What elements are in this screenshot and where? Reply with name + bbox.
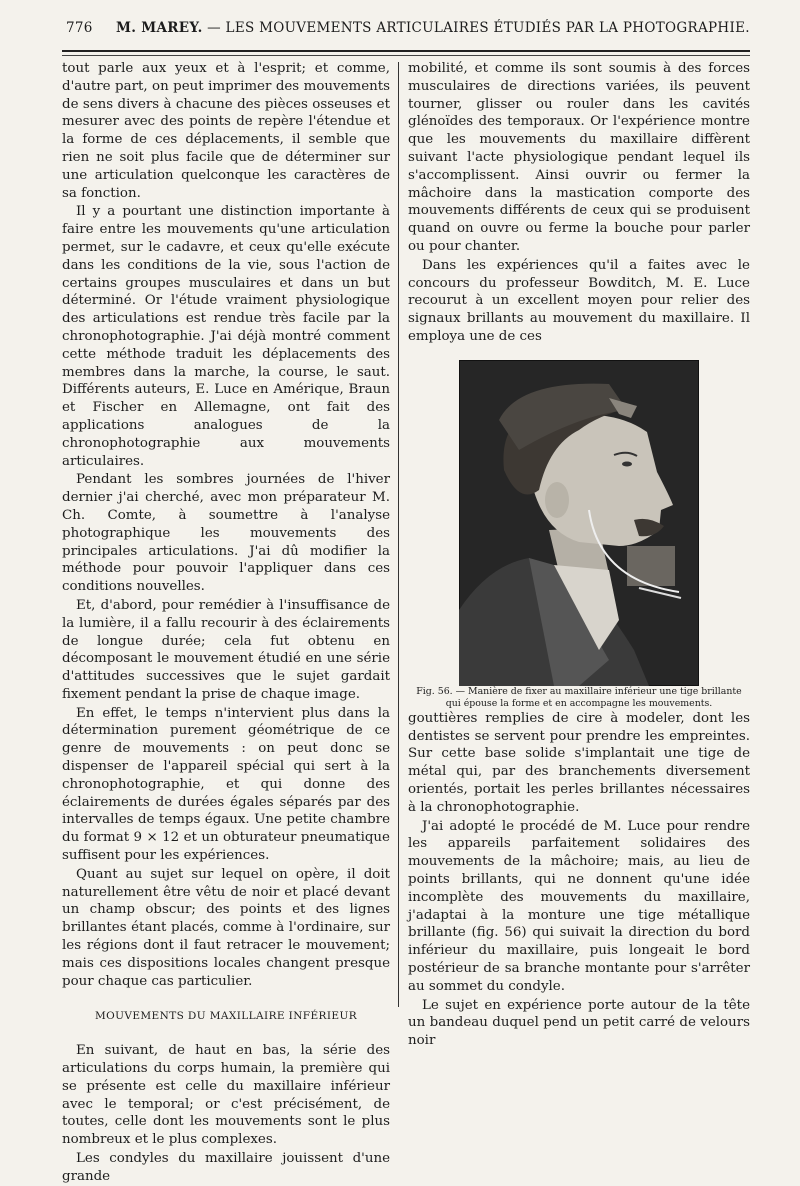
author-name: M. MAREY. [116, 20, 203, 36]
running-header [60, 20, 750, 46]
paragraph: gouttières remplies de cire à modeler, dont les dentistes se servent pour prendre les empreintes. Sur cette base solide s'implantait une tige de métal qui, par des branchements diversement orientés, portait les perles brillantes nécessaires à la chronophotographie. [408, 710, 750, 815]
paragraph: mobilité, et comme ils sont soumis à des forces musculaires de directions variées, ils peuvent tourner, glisser ou rouler dans les cavités glénoïdes des temporaux. Or l'expérience montre que les mouvements du maxillaire diffèrent suivant l'acte physiologique pendant lequel ils s'accomplissent. Ainsi ouvrir ou fermer la mâchoire dans la mastication comporte des mouvements différents de ceux qui se produisent quand on ouvre ou ferme la bouche pour parler ou pour chanter. [408, 61, 750, 254]
paragraph: Les condyles du maxillaire jouissent d'une grande [62, 1151, 390, 1184]
paragraph: tout parle aux yeux et à l'esprit; et comme, d'autre part, on peut imprimer des mouvements de sens divers à chacune des pièces osseuses et mesurer avec des points de repère l'étendue et la forme de ces déplacements, il semble que rien ne soit plus facile que de déterminer sur une articulation quelconque les caractères de sa fonction. [62, 61, 390, 201]
right-column [408, 60, 750, 1050]
paragraph: Dans les expériences qu'il a faites avec le concours du professeur Bowditch, M. E. Luce recourut à un excellent moyen pour relier des signaux brillants au mouvement du maxillaire. Il employa une de ces [408, 257, 750, 344]
left-column [62, 60, 390, 1186]
header-rule [62, 50, 750, 52]
paragraph: Et, d'abord, pour remédier à l'insuffisance de la lumière, il a fallu recourir à des éclairements de longue durée; cela fut obtenu en décomposant le mouvement étudié en une série d'attitudes successives que le sujet gardait fixement pendant la prise de chaque image. [62, 597, 390, 702]
portrait-photo [459, 360, 699, 686]
figure-56 [408, 360, 750, 710]
paragraph: Il y a pourtant une distinction importante à faire entre les mouvements qu'une articulation permet, sur le cadavre, et ceux qu'elle exécute dans les conditions de la vie, sous l'action de certains groupes musculaires et dans un but déterminé. Or l'étude vraiment physiologique des articulations est rendue très facile par la chronophotographie. J'ai déjà montré comment cette méthode traduit les déplacements des membres dans la marche, la course, le saut. Différents auteurs, E. Luce en Amérique, Braun et Fischer en Allemagne, ont fait des applications analogues de la chronophotographie aux mouvements articulaires. [62, 204, 390, 469]
paragraph: En suivant, de haut en bas, la série des articulations du corps humain, la première qui se présente est celle du maxillaire inférieur avec le temporal; or c'est précisément, de toutes, celle dont les mouvements sont le plus nombreux et le plus complexes. [62, 1043, 390, 1148]
running-title [116, 20, 750, 36]
paragraph: J'ai adopté le procédé de M. Luce pour rendre les appareils parfaitement solidaires des mouvements de la mâchoire; mais, au lieu de points brillants, qui ne donnent qu'une idée incomplète des mouvements du maxillaire, j'adaptai à la monture une tige métallique brillante (fig. 56) qui suivait la direction du bord inférieur du maxillaire, puis longeait le bord postérieur de sa branche montante pour s'arrêter au sommet du condyle. [408, 818, 750, 994]
page-number: 776 [66, 20, 93, 36]
paragraph: En effet, le temps n'intervient plus dans la détermination purement géométrique de ce genre de mouvements : on peut donc se dispenser de l'appareil spécial qui sert à la chronophotographie, et qui donne des éclairements de durées égales séparés par des intervalles de temps égaux. Une petite chambre du format 9 × 12 et un obturateur pneumatique suffisent pour les expériences. [62, 705, 390, 864]
paragraph: Le sujet en expérience porte autour de la tête un bandeau duquel pend un petit carré de velours noir [408, 997, 750, 1049]
paragraph: Pendant les sombres journées de l'hiver dernier j'ai cherché, avec mon préparateur M. Ch. Comte, à soumettre à l'analyse photographique les mouvements des principales articulations. J'ai dû modifier la méthode pour pouvoir l'appliquer dans ces conditions nouvelles. [62, 472, 390, 595]
column-divider [398, 62, 399, 1007]
section-title: MOUVEMENTS DU MAXILLAIRE INFÉRIEUR [94, 1010, 358, 1023]
paragraph: Quant au sujet sur lequel on opère, il doit naturellement être vêtu de noir et placé devant un champ obscur; des points et des lignes brillantes étant placés, comme à l'ordinaire, sur les régions dont il faut retracer le mouvement; mais ces dispositions locales changent presque pour chaque cas particulier. [62, 866, 390, 989]
figure-caption: Fig. 56. — Manière de fixer au maxillaire inférieur une tige brillante qui épouse la forme et en accompagne les mouvements. [416, 685, 742, 709]
header-rule-thin [62, 55, 750, 56]
title-text: — LES MOUVEMENTS ARTICULAIRES ÉTUDIÉS PAR LA PHOTOGRAPHIE. [202, 20, 750, 36]
